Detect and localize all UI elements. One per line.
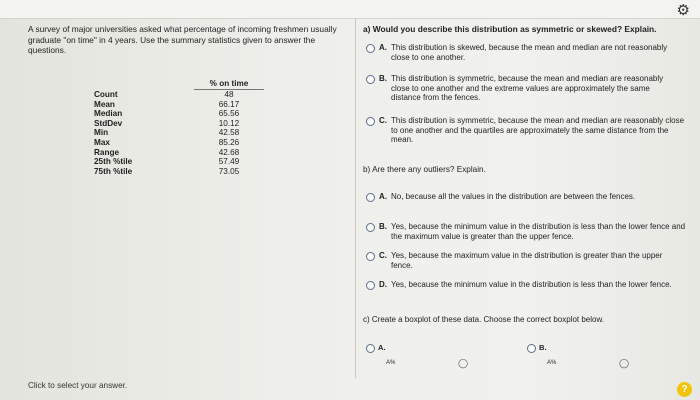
option-text: Yes, because the minimum value in the distribution is less than the lower fence and the maximum value is greater than the upper fence. xyxy=(391,222,686,241)
option-text: This distribution is symmetric, because the mean and median are reasonably close to one another and the extreme values are approximately the same distance from the fences. xyxy=(391,74,664,103)
stat-label: Max xyxy=(94,137,110,147)
question-prompt: A survey of major universities asked what percentage of incoming freshmen usually graduate "on time" in 4 years. Use the summary statistics given to answer the questions. xyxy=(28,24,337,55)
radio-button[interactable] xyxy=(366,193,375,202)
stat-value: 85.26 xyxy=(218,137,240,147)
stat-value: 57.49 xyxy=(218,157,240,167)
stat-column-header: % on time xyxy=(194,78,264,90)
option-text: This distribution is skewed, because the mean and median are not reasonably close to one another. xyxy=(391,43,668,62)
radio-button[interactable] xyxy=(366,344,375,353)
question-b-title: b) Are there any outliers? Explain. xyxy=(363,165,486,174)
gear-icon[interactable]: ⚙ xyxy=(676,2,690,19)
option-text: Yes, because the maximum value in the distribution is greater than the upper fence. xyxy=(391,251,663,270)
stat-value: 66.17 xyxy=(218,99,240,109)
question-c-title: c) Create a boxplot of these data. Choose the correct boxplot below. xyxy=(363,315,605,324)
radio-button[interactable] xyxy=(366,44,375,53)
option-b-a[interactable] xyxy=(366,192,686,214)
option-a-c[interactable] xyxy=(366,116,686,148)
stat-value: 42.68 xyxy=(218,147,240,157)
option-key: B. xyxy=(379,222,387,231)
option-a-b[interactable] xyxy=(366,74,686,106)
axis-label: A% xyxy=(386,360,396,366)
axis-label: A% xyxy=(547,360,557,366)
option-key: C. xyxy=(379,251,387,260)
footer-instruction: Click to select your answer. xyxy=(28,381,128,390)
help-icon[interactable]: ? xyxy=(677,382,692,397)
boxplot-option-a[interactable] xyxy=(366,343,506,373)
option-b-b[interactable] xyxy=(366,222,686,244)
option-key: B. xyxy=(539,343,547,352)
stat-label: StdDev xyxy=(94,118,123,128)
question-a-title: a) Would you describe this distribution as symmetric or skewed? Explain. xyxy=(363,24,657,34)
option-text: This distribution is symmetric, because the mean and median are reasonably close to one another and the quartiles are approximately the same distance from the mean. xyxy=(391,116,685,145)
zoom-icon[interactable]: ◯ xyxy=(619,358,630,368)
stat-value: 48 xyxy=(224,90,234,99)
stat-label: Min xyxy=(94,128,109,138)
boxplot-option-b[interactable] xyxy=(527,343,667,373)
option-key: A. xyxy=(379,43,387,52)
stat-label: Mean xyxy=(94,99,115,109)
stat-value: 65.56 xyxy=(218,109,240,119)
option-key: D. xyxy=(379,280,387,289)
stat-label: Range xyxy=(94,147,120,157)
radio-button[interactable] xyxy=(366,117,375,126)
stat-label: 75th %tile xyxy=(94,166,133,176)
radio-button[interactable] xyxy=(366,252,375,261)
option-key: A. xyxy=(378,343,386,352)
radio-button[interactable] xyxy=(366,75,375,84)
stat-label: Median xyxy=(94,109,123,119)
option-key: B. xyxy=(379,74,387,83)
option-key: C. xyxy=(379,116,387,125)
stat-labels xyxy=(94,90,184,176)
radio-button[interactable] xyxy=(527,344,536,353)
top-toolbar xyxy=(0,0,700,19)
stat-values-column xyxy=(194,78,264,176)
option-key: A. xyxy=(379,192,387,201)
option-a-a[interactable] xyxy=(366,43,686,65)
stat-label: 25th %tile xyxy=(94,157,133,167)
option-b-d[interactable] xyxy=(366,280,686,302)
stat-value: 42.58 xyxy=(218,128,240,138)
option-text: No, because all the values in the distribution are between the fences. xyxy=(391,192,636,201)
zoom-icon[interactable]: ◯ xyxy=(458,358,469,368)
option-text: Yes, because the minimum value in the distribution is less than the lower fence. xyxy=(391,280,672,289)
stat-value: 10.12 xyxy=(218,118,240,128)
radio-button[interactable] xyxy=(366,281,375,290)
stat-label: Count xyxy=(94,90,118,99)
radio-button[interactable] xyxy=(366,223,375,232)
option-b-c[interactable] xyxy=(366,251,686,273)
stat-value: 73.05 xyxy=(218,166,240,176)
panel-divider xyxy=(355,18,356,378)
